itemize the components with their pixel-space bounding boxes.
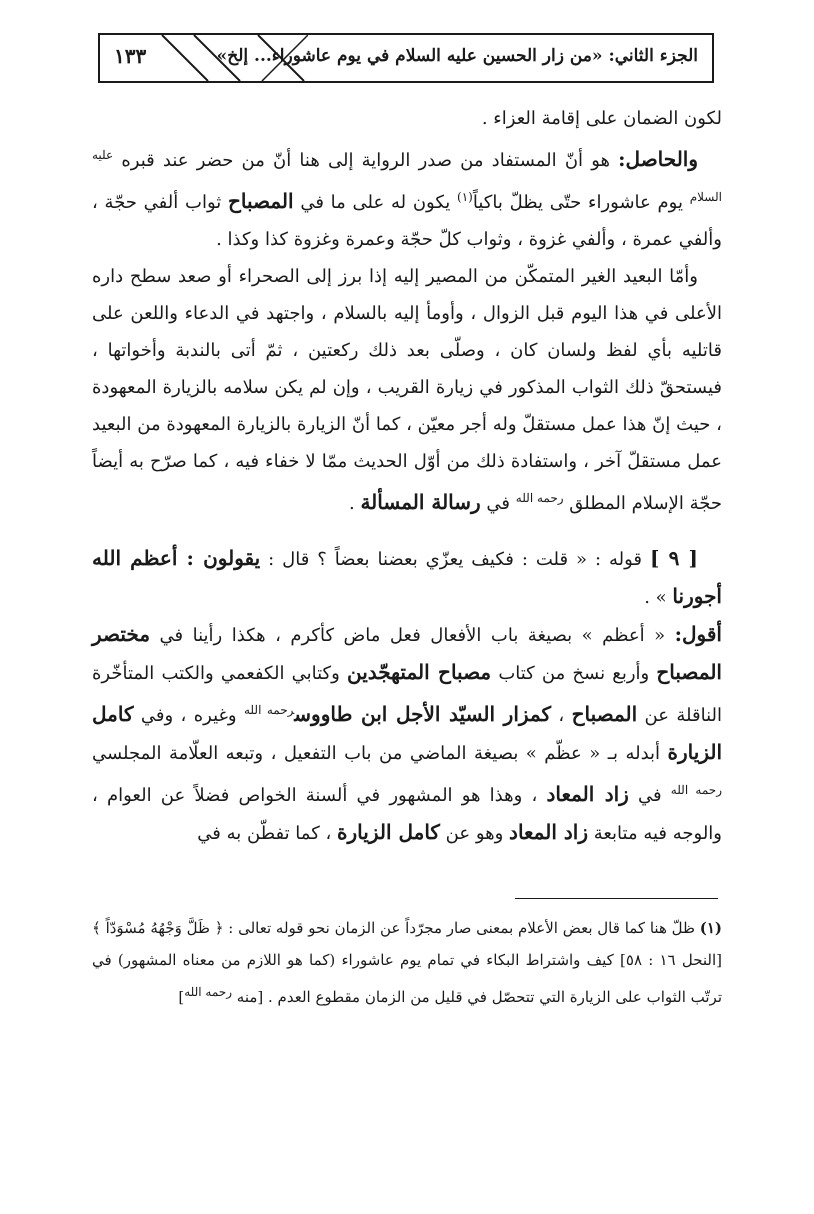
paragraph-0: لكون الضمان على إقامة العزاء . [481,108,722,129]
honorific-mark: رحمه الله [515,491,564,505]
footnote-separator [515,898,718,899]
running-header [98,33,714,83]
paragraph-hadith-9: [ ٩ ] قوله : « قلت : فكيف يعزّي بعضنا بعضاً ؟ قال : يقولون : أعظم الله أجورنا » . [92,546,722,608]
header-ornament [158,35,308,81]
main-text [92,100,722,852]
honorific-mark: عليه السلام [92,148,722,204]
paragraph-aqul: أقول: « أعظم » بصيغة باب الأفعال فعل ماض كأكرم ، هكذا رأينا في مختصر المصباح وأربع نسخ من كتاب مصباح المتهجّدين وكتابي الكفعمي والكتب المتأخّرة الناقلة عن المصباح ، كمزار السيّد الأجل ابن طاووس$^{رحمه الله}$ وغيره ، وفي كامل الزيارة أبدله بـ « عظّم » بصيغة الماضي من باب التفعيل ، وتبعه العلّامة المجلسي $^{رحمه الله}$ في زاد المعاد ، وهذا هو المشهور في ألسنة الخواص فضلاً عن العوام ، والوجه فيه متابعة زاد المعاد وهو عن كامل الزيارة ، كما تفطّن به في [92,622,722,844]
honorific-mark: رحمه الله [184,985,233,999]
footnote-number: (١) [699,919,722,937]
honorific-mark: رحمه الله [670,783,722,797]
footnote-ref[interactable]: (١) [457,190,473,204]
paragraph-conclusion: والحاصل: هو أنّ المستفاد من صدر الرواية إلى هنا أنّ من حضر عند قبره $^{عليه السلام}$ يوم عاشوراء حتّى يظلّ باكياً$^{(١)}$ يكون له على ما في المصباح ثواب ألفي حجّة ، وألفي عمرة ، وألفي غزوة ، وثواب كلّ حجّة وعمرة وغزوة كذا وكذا . [92,147,722,250]
header-title: الجزء الثاني: «من زار الحسين عليه السلام في يوم عاشوراء... إلخ» [216,46,698,66]
footnote [92,912,722,1013]
page-number: ١٣٣ [114,44,147,68]
footnote-1: (١) ظلّ هنا كما قال بعض الأعلام بمعنى صار مجرّداً عن الزمان نحو قوله تعالى : ﴿ ظَلَّ وَجْهُهُ مُسْوَدّاً ﴾ [النحل ١٦ : ٥٨] كيف واشتراط البكاء في تمام يوم عاشوراء (كما هو اللازم من معناه المشهور) في ترتّب الثواب على الزيارة التي تتحصّل في قليل من الزمان مقطوع العدم . [منه $^{رحمه الله}$] [92,919,722,1006]
section-number: [ ٩ ] [649,546,698,570]
paragraph-distant-visitor: وأمّا البعيد الغير المتمكّن من المصير إليه إذا برز إلى الصحراء أو صعد سطح داره الأعلى في هذا اليوم قبل الزوال ، وأومأ إليه بالسلام ، واجتهد في الدعاء واللعن على قاتليه بأي لفظ ولسان كان ، وصلّى بعد ذلك ركعتين ، ثمّ أتى بالندبة وأخواتها ، فيستحقّ ذلك الثواب المذكور في زيارة القريب ، وإن لم يكن سلامه بالزيارة المعهودة ، حيث إنّ هذا عمل مستقلّ وله أجر معيّن ، كما أنّ الزيارة بالزيارة المعهودة من البعيد عمل مستقلّ آخر ، واستفادة ذلك من أوّل الحديث ممّا لا خفاء فيه ، كما صرّح به أيضاً حجّة الإسلام المطلق $^{رحمه الله}$ في رسالة المسألة . [92,266,722,514]
honorific-mark: رحمه الله [244,703,295,717]
